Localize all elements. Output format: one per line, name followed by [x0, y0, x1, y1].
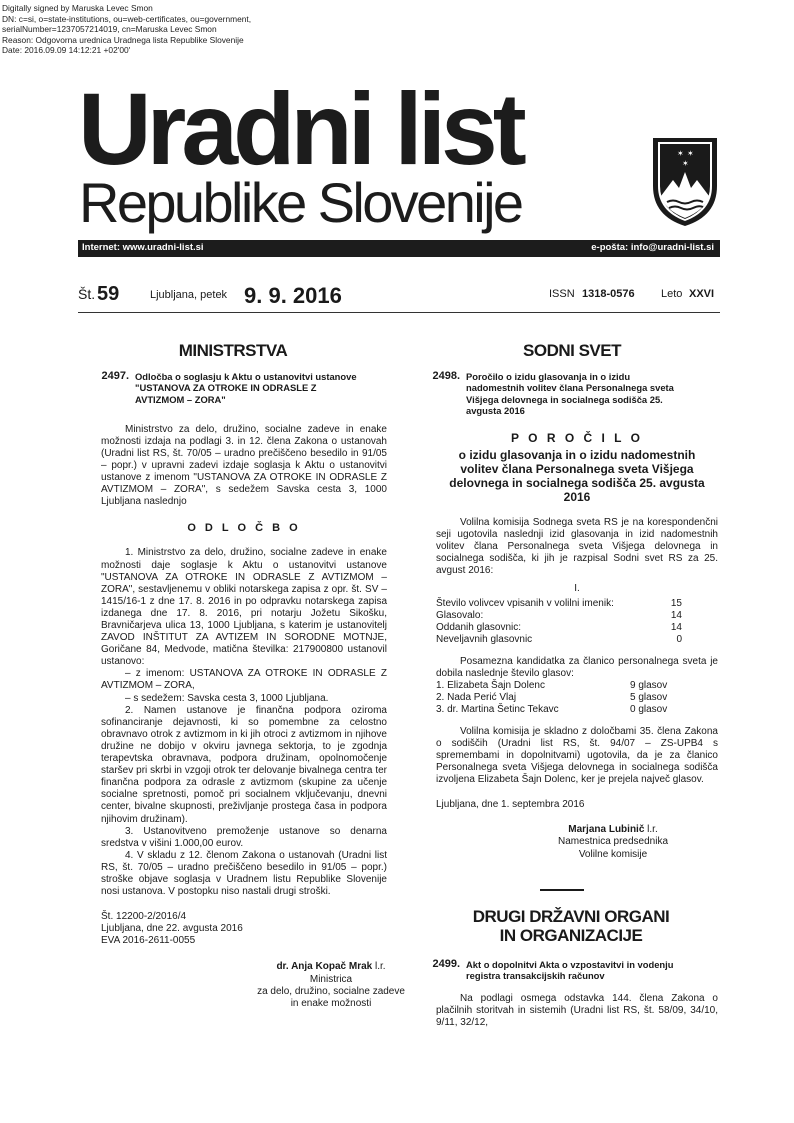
- candidate-row: 1. Elizabeta Šajn Dolenc 9 glasov: [436, 679, 668, 691]
- act-title: Akt o dopolnitvi Akta o vzpostavitvi in vodenju registra transakcijskih računov: [466, 958, 674, 981]
- signature-line: DN: c=si, o=state-institutions, ou=web-certificates, ou=government,: [2, 13, 252, 24]
- internet-link[interactable]: Internet: www.uradni-list.si: [82, 242, 204, 253]
- act-header: [430, 371, 718, 416]
- act-number: 2499.: [432, 957, 460, 970]
- act-number: 2497.: [101, 370, 129, 383]
- section-separator: [540, 889, 584, 891]
- paragraph: Volilna komisija je skladno z določbami 35. člena Zakona o sodiščih (Uradni list RS, št. 94/07 – ZS-UPB4 s spremembami in dopolnitvami) ugotovila, da je za članico Personalnega sveta Višjega delovnega in socialnega sodišča izvoljena Elizabeta Šajn Dolenc, ker je prejela največ glasov.: [436, 725, 718, 786]
- paragraph: Posamezna kandidatka za članico personalnega sveta je dobila naslednje število glasov:: [436, 655, 718, 679]
- paragraph: – s sedežem: Savska cesta 3, 1000 Ljubljana.: [125, 692, 329, 704]
- paragraph: 1. Ministrstvo za delo, družino, socialne zadeve in enake možnosti daje soglasje k Aktu o ustanovitvi ustanove "USTANOVA ZA OTROKE IN ODRASLE Z AVTIZMOM – ZORA", sestavljenemu v obliki notarskega zapisa z opr. št. SV – 1415/16-1 z dne 17. 8. 2016 in po odpravku notarskega zapisa izdanega dne 17. 8. 2016, pri notarju Jožetu Sikošku, Bravničarjeva ulica 13, 1000 Ljubljana, s katerim je ustanovitelj ZAVOD INŠTITUT ZA AVTIZEM IN SORODNE MOTNJE, Goričane 84, Medvode, matična številka: 217900800 ustanovil ustanovo:: [101, 547, 387, 668]
- coat-of-arms-icon: [651, 136, 719, 228]
- candidates-table: [436, 680, 688, 716]
- section-heading: SODNI SVET: [523, 341, 621, 360]
- left-column: [101, 341, 405, 1010]
- act-header: [430, 959, 718, 981]
- section-heading: DRUGI DRŽAVNI ORGANI IN ORGANIZACIJE: [472, 906, 670, 945]
- signatory-lr: l.r.: [647, 824, 658, 836]
- issue-number-label: Št.: [78, 286, 96, 302]
- report-subheading: o izidu glasovanja in o izidu nadomestnih volitev člana Personalnega sveta Višjega delovnega in socialnega sodišča 25. avgusta 2016: [449, 448, 705, 504]
- report-heading: P O R O Č I L O: [511, 430, 643, 445]
- year-label: Leto: [661, 288, 683, 300]
- issn-value: 1318-0576: [582, 288, 635, 300]
- issue-line: [78, 284, 720, 310]
- paragraph: – z imenom: USTANOVA ZA OTROKE IN ODRASLE Z AVTIZMOM – ZORA,: [101, 668, 387, 692]
- svg-text:✶: ✶: [677, 149, 684, 158]
- reference-number: Št. 12200-2/2016/4: [101, 911, 187, 923]
- signature-line: serialNumber=1237057214019, cn=Maruska Levec Smon: [2, 24, 217, 35]
- act-title: Odločba o soglasju k Aktu o ustanovitvi ustanove "USTANOVA ZA OTROKE IN ODRASLE Z AVTIZMOM – ZORA": [135, 371, 357, 405]
- signatory-role: za delo, družino, socialne zadeve: [257, 985, 405, 997]
- year-value: XXVI: [689, 288, 715, 300]
- candidate-row: 3. dr. Martina Šetinc Tekavc 0 glasov: [436, 703, 668, 715]
- signatory-name: dr. Anja Kopač Mrak: [276, 961, 373, 973]
- signature-line: Reason: Odgovorna urednica Uradnega lista Republike Slovenije: [2, 34, 244, 45]
- signature: [518, 824, 708, 860]
- signature: [221, 961, 441, 1009]
- svg-text:✶: ✶: [687, 149, 694, 158]
- reference-date: Ljubljana, dne 22. avgusta 2016: [101, 923, 243, 935]
- act-header: [99, 371, 387, 405]
- divider: [78, 312, 720, 313]
- paragraph: Na podlagi osmega odstavka 144. člena Zakona o plačilnih storitvah in sistemih (Uradni list RS, št. 58/09, 34/10, 9/11, 32/12,: [436, 993, 718, 1029]
- paragraph: 4. V skladu z 12. členom Zakona o ustanovah (Uradni list RS, št. 70/05 – uradno prečiščeno besedilo in 91/05 – popr.) stroške objave soglasja v Uradnem listu Republike Slovenije nosi ustanova. V postopku niso nastali drugi stroški.: [101, 849, 387, 898]
- paragraph: 3. Ustanovitveno premoženje ustanove so denarna sredstva v višini 1.000,00 eurov.: [101, 825, 387, 849]
- paragraph: Ministrstvo za delo, družino, socialne zadeve in enake možnosti izdaja na podlagi 3. in 12. člena Zakona o ustanovah (Uradni list RS, št. 70/05 – uradno prečiščeno besedilo in 91/05 – popr.) v upravni zadevi izdaje soglasja k Aktu o ustanovitvi ustanove z imenom "USTANOVA ZA OTROKE IN ODRASLE Z AVTIZMOM – ZORA", s sedežem Savska cesta 3, 1000 Ljubljana naslednjo: [101, 423, 387, 508]
- votes-row: Oddanih glasovnic: 14: [436, 621, 682, 633]
- signature-line: Digitally signed by Maruska Levec Smon: [2, 3, 153, 13]
- signatory-role: in enake možnosti: [290, 997, 372, 1009]
- email-link[interactable]: e-pošta: info@uradni-list.si: [591, 242, 714, 253]
- masthead-bar: [78, 240, 720, 257]
- masthead-subtitle: Republike Slovenije: [79, 171, 522, 234]
- signatory-role: Namestnica predsednika: [557, 836, 669, 848]
- reference-eva: EVA 2016-2611-0055: [101, 935, 196, 947]
- candidate-row: 2. Nada Perić Vlaj 5 glasov: [436, 691, 668, 703]
- votes-row: Število volivcev vpisanih v volilni imenik: 15: [436, 597, 682, 609]
- decision-heading: O D L O Č B O: [187, 522, 301, 535]
- paragraph: Volilna komisija Sodnega sveta RS je na korespondenčni seji ugotovila naslednji izid glasovanja in izid nadomestnih volitev člana Personalnega sveta Višjega delovnega in socialnega sodišča, ki jih je razpisal Sodni svet RS za 25. avgust 2016:: [436, 517, 718, 577]
- issn-label: ISSN: [549, 288, 575, 300]
- issue-date: 9. 9. 2016: [244, 283, 342, 308]
- svg-text:✶: ✶: [682, 159, 689, 168]
- votes-table: [436, 598, 682, 646]
- act-number: 2498.: [432, 370, 460, 383]
- signatory-role: Ministrica: [309, 973, 353, 985]
- votes-row: Neveljavnih glasovnic 0: [436, 633, 682, 645]
- roman-numeral: I.: [574, 583, 580, 595]
- signatory-role: Volilne komisije: [578, 848, 648, 860]
- act-title: Poročilo o izidu glasovanja in o izidu nadomestnih volitev člana Personalnega sveta Višjega delovnega in socialnega sodišča 25. avgusta 2016: [466, 371, 674, 416]
- signatory-name: Marjana Lubinič: [568, 824, 645, 836]
- report-date: Ljubljana, dne 1. septembra 2016: [436, 799, 585, 811]
- paragraph: 2. Namen ustanove je finančna podpora oziroma sofinanciranje dejavnosti, ki so pomembne za celostno obravnavo otrok z avtizmom in ki jih otroci z avtizmom in njihove družine ne dobijo v okviru javnega sektorja, to je zgodnja terapevtska obravnava, podpora družinam, opolnomočenje staršev pri skrbi in vzgoji otrok ter delovanje bivalnega centra ter finančna podpora za odrasle z avtizmom (skupine za učenje socialne spretnosti, pomoč pri socialnem vključevanju, dnevni center, bivalne skupnosti, preživljanje prostega časa in podpora njihovim družinam).: [101, 704, 387, 825]
- signature-line: Date: 2016.09.09 14:12:21 +02'00': [2, 45, 131, 56]
- votes-row: Glasovalo: 14: [436, 609, 682, 621]
- section-heading: MINISTRSTVA: [178, 341, 288, 360]
- masthead-title: Uradni list: [78, 72, 522, 186]
- signatory-lr: l.r.: [375, 961, 386, 973]
- issue-number: 59: [97, 283, 120, 305]
- digital-signature: [2, 3, 302, 56]
- right-column: [432, 341, 718, 1029]
- issue-place-day: Ljubljana, petek: [150, 289, 228, 301]
